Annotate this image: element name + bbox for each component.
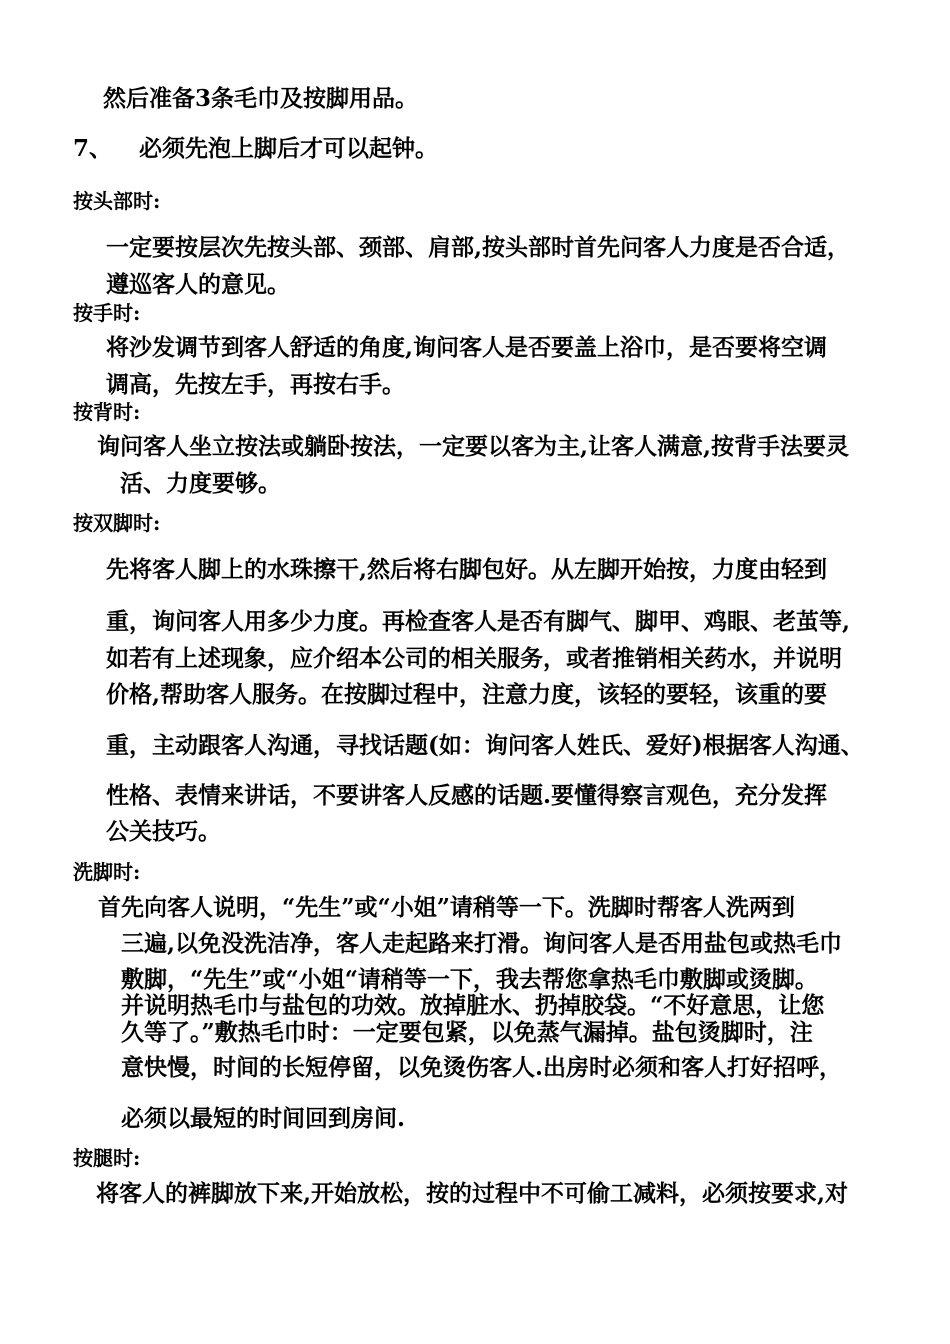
section-heading-back: 按背时: [73,400,141,424]
item-7-number: 7、 [73,135,113,162]
section-line: 意快慢，时间的长短停留，以免烫伤客人.出房时必须和客人打好招呼， [121,1054,843,1081]
section-heading-wash: 洗脚时: [73,860,141,884]
section-line: 重，询问客人用多少力度。再检查客人是否有脚气、脚甲、鸡眼、老茧等, [106,608,851,635]
section-line: 询问客人坐立按法或躺卧按法，一定要以客为主,让客人满意,按背手法要灵 [97,433,850,460]
section-line: 如若有上述现象，应介绍本公司的相关服务，或者推销相关药水，并说明 [106,645,842,672]
section-line: 活、力度要够。 [120,470,281,497]
section-line: 遵巡客人的意见。 [106,271,290,298]
section-heading-hand: 按手时: [73,301,141,325]
section-line: 敷脚，“先生”或“小姐“请稍等一下，我去帮您拿热毛巾敷脚或烫脚。 [121,966,818,993]
section-line: 将客人的裤脚放下来,开始放松，按的过程中不可偷工减料，必须按要求,对 [96,1180,849,1207]
section-line: 首先向客人说明，“先生”或“小姐”请稍等一下。洗脚时帮客人洗两到 [98,894,795,921]
intro-line: 然后准备3条毛巾及按脚用品。 [103,85,419,112]
item-7-text: 必须先泡上脚后才可以起钟。 [139,135,438,162]
section-line: 将沙发调节到客人舒适的角度,询问客人是否要盖上浴巾，是否要将空调 [106,334,828,361]
section-line: 公关技巧。 [106,818,221,845]
section-line: 重，主动跟客人沟通，寻找话题(如：询问客人姓氏、爱好)根据客人沟通、 [106,732,864,759]
section-heading-head: 按头部时: [73,189,161,213]
section-line: 调高，先按左手，再按右手。 [106,371,405,398]
section-line: 价格,帮助客人服务。在按脚过程中，注意力度，该轻的要轻，该重的要 [106,681,828,708]
section-line: 性格、表情来讲话，不要讲客人反感的话题.要懂得察言观色，充分发挥 [106,782,828,809]
section-line: 一定要按层次先按头部、颈部、肩部,按头部时首先问客人力度是否合适， [106,234,851,261]
section-line: 必须以最短的时间回到房间. [121,1105,406,1132]
section-line: 并说明热毛巾与盐包的功效。放掉脏水、扔掉胶袋。“不好意思，让您 [121,992,825,1019]
section-heading-feet: 按双脚时: [73,511,161,535]
section-line: 先将客人脚上的水珠擦干,然后将右脚包好。从左脚开始按，力度由轻到 [106,556,828,583]
section-line: 久等了。”敷热毛巾时：一定要包紧，以免蒸气漏掉。盐包烫脚时，注 [121,1019,813,1046]
section-heading-legs: 按腿时: [73,1146,141,1170]
section-line: 三遍,以免没洗洁净，客人走起路来打滑。询问客人是否用盐包或热毛巾 [121,930,843,957]
